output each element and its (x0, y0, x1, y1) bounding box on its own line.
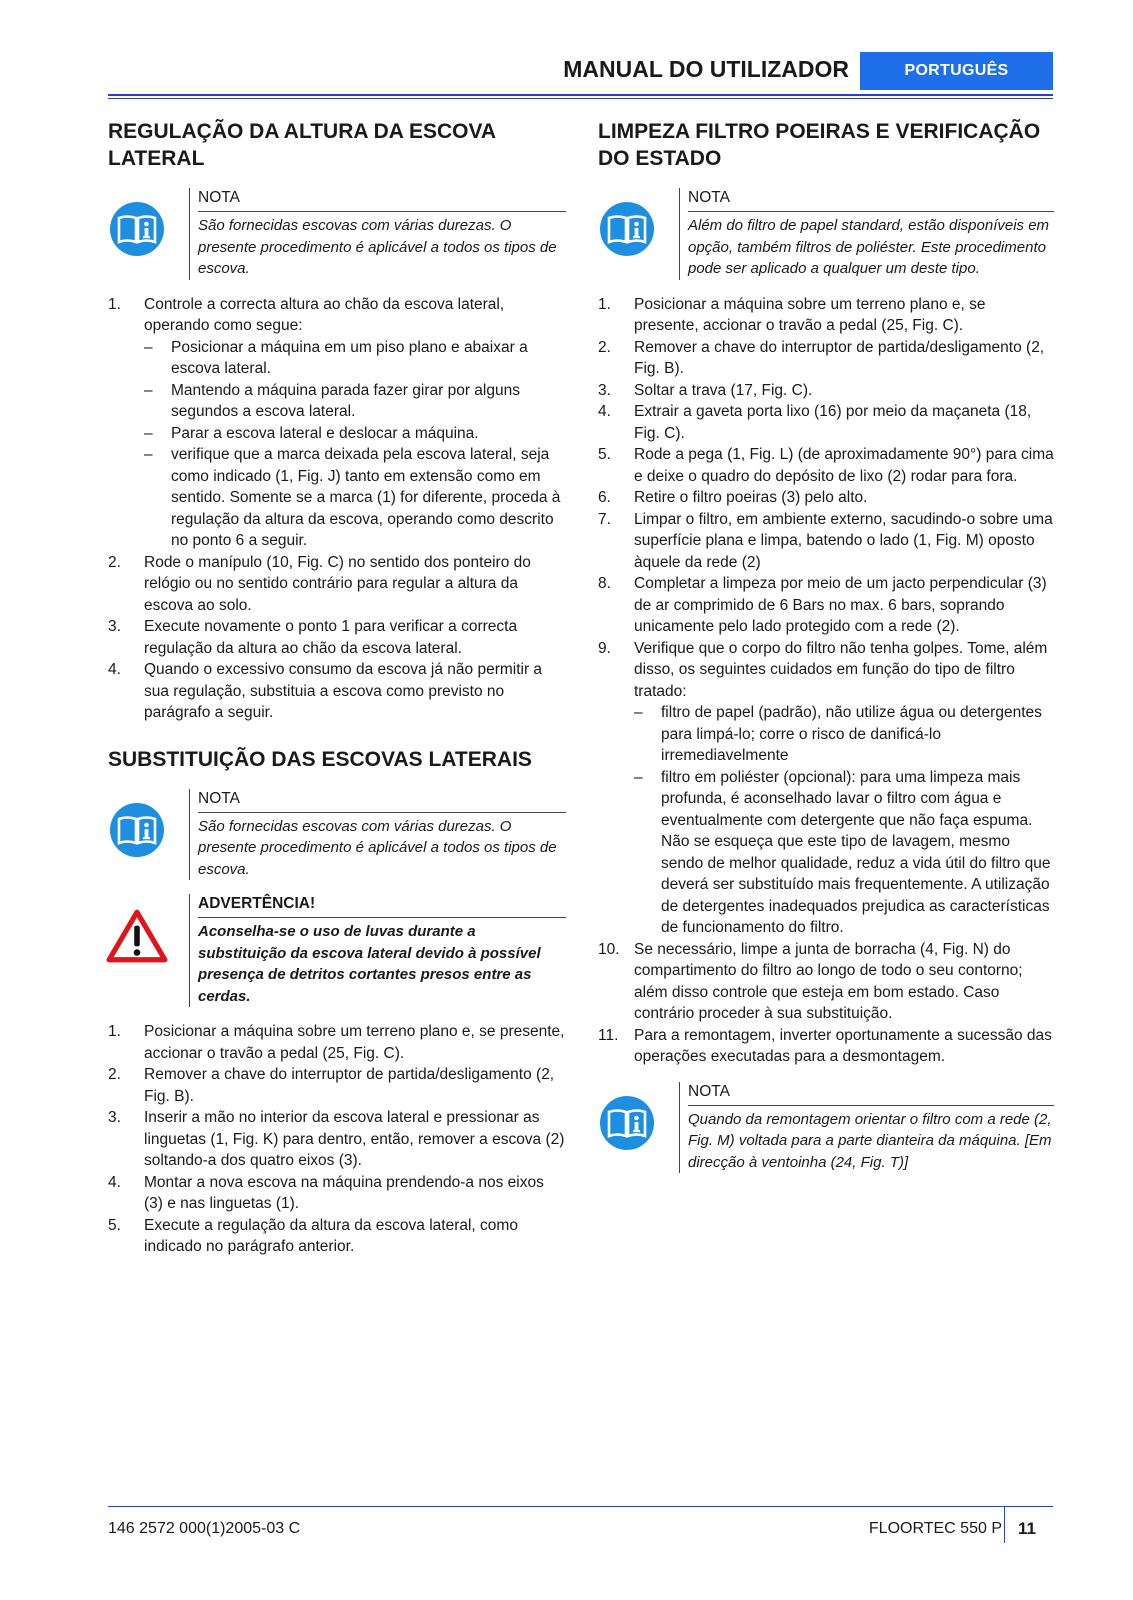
footer-separator (1004, 1507, 1005, 1543)
warning-text: Aconselha-se o uso de luvas durante a substituição da escova lateral devido à possível presença de detritos cortantes presos entre as cerdas. (198, 923, 541, 1005)
note-block (108, 789, 566, 881)
dust-filter-steps (598, 294, 1054, 1068)
footer-rule (108, 1506, 1053, 1507)
sub-list (634, 702, 1054, 939)
manual-info-icon (110, 202, 164, 256)
manual-info-icon (110, 803, 164, 857)
step-text: Controle a correcta altura ao chão da escova lateral, operando como segue: (144, 295, 505, 334)
list-item: 1. Posicionar a máquina sobre um terreno plano e, se presente, accionar o travão a pedal (25, Fig. C). (108, 1023, 565, 1062)
step-text: Rode o manípulo (10, Fig. C) no sentido dos ponteiro do relógio ou no sentido contrário para regular a altura da escova ao solo. (144, 553, 531, 614)
list-item: 9. Verifique que o corpo do filtro não tenha golpes. Tome, além disso, os seguintes cuidados em função do tipo de filtro tratado: – filtro de papel (padrão), não utilize água ou detergentes para limpá-lo; corre o risco de danificá-lo irremediavelmente – filtro em poliéster (opcional): para uma limpeza mais profunda, é aconselhado lavar o filtro com água e eventualmente com detergente que não faça espuma. Não se esqueça que este tipo de lavagem, mesmo sendo de melhor qualidade, reduz a vida útil do filtro que deverá ser substituído mais frequentemente. A utilização de detergentes inadequados prejudica as características de funcionamento do filtro. (598, 638, 1054, 939)
note-heading: NOTA (688, 1082, 1054, 1106)
section-title-brush-height: REGULAÇÃO DA ALTURA DA ESCOVA LATERAL (108, 120, 496, 170)
list-item: 3. Inserir a mão no interior da escova lateral e pressionar as linguetas (1, Fig. K) para dentro, então, remover a escova (2) soltando-a dos quatro eixos (3). (108, 1109, 565, 1169)
list-item: 4. Extrair a gaveta porta lixo (16) por meio da maçaneta (18, Fig. C). (598, 403, 1032, 442)
step-text: Extrair a gaveta porta lixo (16) por meio da maçaneta (18, Fig. C). (634, 403, 1032, 442)
list-item: 4. Quando o excessivo consumo da escova já não permitir a sua regulação, substituia a escova como previsto no parágrafo a seguir. (108, 661, 543, 721)
list-item: 3. Execute novamente o ponto 1 para verificar a correcta regulação da altura ao chão da escova lateral. (108, 618, 518, 657)
note-block (598, 1082, 1054, 1174)
note-text: São fornecidas escovas com várias durezas. O presente procedimento é aplicável a todos os tipos de escova. (198, 217, 557, 277)
brush-height-steps (108, 294, 566, 724)
warning-block (108, 894, 566, 1007)
note-heading: NOTA (688, 188, 1054, 212)
note-text: Além do filtro de papel standard, estão disponíveis em opção, também filtros de poliéster. Este procedimento pode ser aplicado a qualquer um deste tipo. (688, 217, 1050, 277)
note-heading: NOTA (198, 789, 566, 813)
note-block (108, 188, 566, 280)
step-text: Quando o excessivo consumo da escova já não permitir a sua regulação, substituia a escova como previsto no parágrafo a seguir. (144, 661, 543, 721)
right-column (598, 118, 1054, 1187)
step-text: Remover a chave do interruptor de partida/desligamento (2, Fig. B). (634, 338, 1045, 377)
step-text: Inserir a mão no interior da escova lateral e pressionar as linguetas (1, Fig. K) para dentro, então, remover a escova (2) soltando-a dos quatro eixos (3). (144, 1109, 565, 1169)
step-text: Retire o filtro poeiras (3) pelo alto. (634, 489, 868, 506)
step-text: Completar a limpeza por meio de um jacto perpendicular (3) de ar comprimido de 6 Bars no max. 6 bars, soprando unicamente pelo lado protegido com a rede (2). (634, 575, 1047, 635)
step-text: Montar a nova escova na máquina prendendo-a nos eixos (3) e nas linguetas (1). (144, 1173, 544, 1212)
note-heading: NOTA (198, 188, 566, 212)
step-text: Verifique que o corpo do filtro não tenha golpes. Tome, além disso, os seguintes cuidados em função do tipo de filtro tratado: (634, 639, 1048, 700)
document-code: 146 2572 000(1)2005-03 C (108, 1520, 301, 1537)
list-item: 10. Se necessário, limpe a junta de borracha (4, Fig. N) do compartimento do filtro ao longo de todo o seu contorno; além disso controle que esteja em bom estado. Caso contrário proceder à sua substituição. (598, 940, 1023, 1022)
header-rule-top (108, 94, 1053, 96)
sub-list-item: – filtro de papel (padrão), não utilize água ou detergentes para limpá-lo; corre o risco de danificá-lo irremediavelmente (634, 702, 1054, 767)
note-text: Quando da remontagem orientar o filtro com a rede (2, Fig. M) voltada para a parte dianteira da máquina. [Em direcção à ventoinha (24, Fig. T)] (688, 1110, 1052, 1171)
list-item: 3. Soltar a trava (17, Fig. C). (598, 381, 813, 399)
left-column (108, 118, 566, 1258)
list-item: 5. Execute a regulação da altura da escova lateral, como indicado no parágrafo anterior. (108, 1216, 518, 1255)
sub-list-item: – Posicionar a máquina em um piso plano e abaixar a escova lateral. (144, 337, 566, 380)
list-item: 1. Posicionar a máquina sobre um terreno plano e, se presente, accionar o travão a pedal (25, Fig. C). (598, 295, 986, 334)
warning-heading: ADVERTÊNCIA! (198, 894, 566, 918)
list-item: 2. Rode o manípulo (10, Fig. C) no sentido dos ponteiro do relógio ou no sentido contrário para regular a altura da escova ao solo. (108, 553, 531, 614)
list-item: 11. Para a remontagem, inverter oportunamente a sucessão das operações executadas para a desmontagem. (598, 1026, 1052, 1065)
list-item: 8. Completar a limpeza por meio de um jacto perpendicular (3) de ar comprimido de 6 Bars no max. 6 bars, soprando unicamente pelo lado protegido com a rede (2). (598, 575, 1047, 635)
step-text: Para a remontagem, inverter oportunamente a sucessão das operações executadas para a desmontagem. (634, 1026, 1052, 1065)
manual-info-icon (600, 1096, 654, 1150)
step-text: Soltar a trava (17, Fig. C). (634, 381, 813, 399)
step-text: Se necessário, limpe a junta de borracha (4, Fig. N) do compartimento do filtro ao longo de todo o seu contorno; além disso controle que esteja em bom estado. Caso contrário proceder à sua substituição. (634, 940, 1023, 1022)
manual-title: MANUAL DO UTILIZADOR (563, 56, 849, 82)
page-number: 11 (1018, 1519, 1036, 1538)
list-item: 7. Limpar o filtro, em ambiente externo, sacudindo-o sobre uma superfície plana e limpa, batendo o lado (1, Fig. M) oposto àquele da rede (2) (598, 510, 1053, 571)
product-model: FLOORTEC 550 P (868, 1520, 1002, 1537)
sub-list-item: – Parar a escova lateral e deslocar a máquina. (144, 423, 566, 445)
section-title-brush-replacement: SUBSTITUIÇÃO DAS ESCOVAS LATERAIS (108, 747, 532, 771)
step-text: Posicionar a máquina sobre um terreno plano e, se presente, accionar o travão a pedal (25, Fig. C). (634, 295, 986, 334)
step-text: Limpar o filtro, em ambiente externo, sacudindo-o sobre uma superfície plana e limpa, batendo o lado (1, Fig. M) oposto àquele da rede (2) (634, 510, 1053, 571)
page-header (108, 52, 1053, 90)
step-text: Execute a regulação da altura da escova lateral, como indicado no parágrafo anterior. (144, 1216, 518, 1255)
list-item: 6. Retire o filtro poeiras (3) pelo alto. (598, 489, 868, 506)
step-text: Posicionar a máquina sobre um terreno plano e, se presente, accionar o travão a pedal (25, Fig. C). (144, 1023, 565, 1062)
list-item: 2. Remover a chave do interruptor de partida/desligamento (2, Fig. B). (598, 338, 1045, 377)
list-item: 5. Rode a pega (1, Fig. L) (de aproximadamente 90°) para cima e deixe o quadro do depósito de lixo (2) rodar para fora. (598, 446, 1054, 485)
list-item: 4. Montar a nova escova na máquina prendendo-a nos eixos (3) e nas linguetas (1). (108, 1173, 544, 1212)
note-text: São fornecidas escovas com várias durezas. O presente procedimento é aplicável a todos os tipos de escova. (198, 817, 557, 878)
sub-list-item: – verifique que a marca deixada pela escova lateral, seja como indicado (1, Fig. J) tanto em extensão como em sentido. Somente se a marca (1) for diferente, proceda à regulação da altura da escova, operando como descrito no ponto 6 a seguir. (144, 444, 566, 552)
manual-info-icon (600, 202, 654, 256)
sub-list-item: – filtro em poliéster (opcional): para uma limpeza mais profunda, é aconselhado lavar o filtro com água e eventualmente com detergente que não faça espuma. Não se esqueça que este tipo de lavagem, mesmo sendo de melhor qualidade, reduz a vida útil do filtro que deverá ser substituído mais frequentemente. A utilização de detergentes inadequados prejudica as características de funcionamento do filtro. (634, 767, 1054, 939)
brush-replacement-steps (108, 1021, 566, 1258)
section-title-dust-filter: LIMPEZA FILTRO POEIRAS E VERIFICAÇÃO DO ESTADO (598, 120, 1041, 170)
language-badge: PORTUGUÊS (860, 52, 1053, 90)
sub-list-item: – Mantendo a máquina parada fazer girar por alguns segundos a escova lateral. (144, 380, 566, 423)
note-block (598, 188, 1054, 280)
warning-triangle-icon (106, 908, 168, 964)
step-text: Remover a chave do interruptor de partida/desligamento (2, Fig. B). (144, 1066, 555, 1105)
step-text: Rode a pega (1, Fig. L) (de aproximadamente 90°) para cima e deixe o quadro do depósito de lixo (2) rodar para fora. (634, 446, 1054, 485)
sub-list (144, 337, 566, 552)
step-text: Execute novamente o ponto 1 para verificar a correcta regulação da altura ao chão da escova lateral. (144, 618, 518, 657)
list-item: 2. Remover a chave do interruptor de partida/desligamento (2, Fig. B). (108, 1066, 555, 1105)
header-rule-bottom (108, 98, 1053, 99)
list-item: 1. Controle a correcta altura ao chão da escova lateral, operando como segue: – Posicionar a máquina em um piso plano e abaixar a escova lateral. – Mantendo a máquina parada fazer girar por alguns segundos a escova lateral. – Parar a escova lateral e deslocar a máquina. – verifique que a marca deixada pela escova lateral, seja como indicado (1, Fig. J) tanto em extensão como em sentido. Somente se a marca (1) for diferente, proceda à regulação da altura da escova, operando como descrito no ponto 6 a seguir. (108, 294, 566, 552)
